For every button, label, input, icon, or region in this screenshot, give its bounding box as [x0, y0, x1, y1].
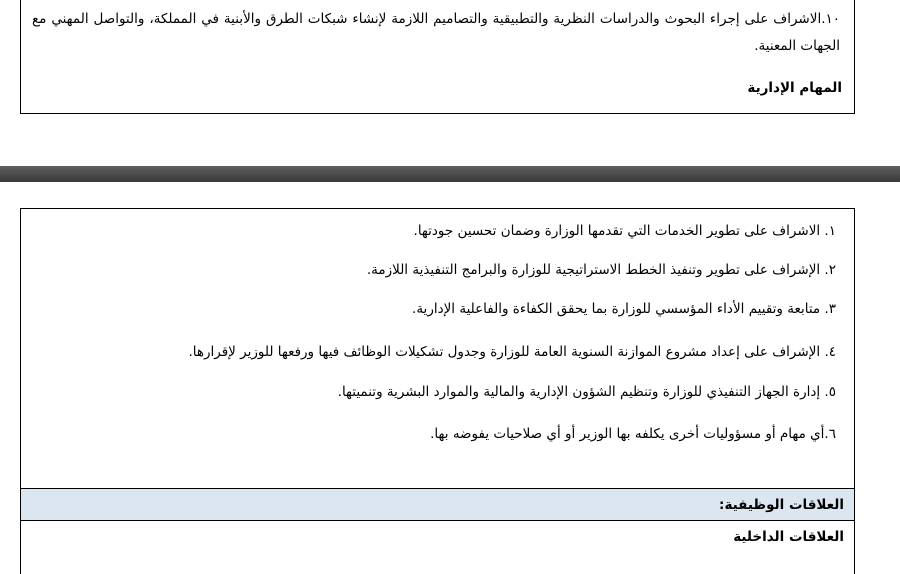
task-item-4: ٤. الإشراف على إعداد مشروع الموازنة السنوية العامة للوزارة وجدول تشكيلات الوظائف فيها ورفعها للوزير لإقرارها.	[188, 344, 836, 360]
task-item-5: ٥. إدارة الجهاز التنفيذي للوزارة وتنظيم الشؤون الإدارية والمالية والموارد البشرية وتنميتها.	[337, 384, 836, 400]
task-item-1: ١. الاشراف على تطوير الخدمات التي تقدمها الوزارة وضمان تحسين جودتها.	[413, 223, 836, 239]
document-page-bottom	[20, 208, 855, 488]
task-item-10: ١٠.الاشراف على إجراء البحوث والدراسات النظرية والتطبيقية والتصاميم اللازمة لإنشاء شبكات الطرق والأبنية في المملكة، والتواصل المهني مع الجهات المعنية.	[32, 11, 840, 54]
internal-relations-section	[20, 520, 855, 574]
page-break-divider	[0, 166, 900, 182]
internal-relations-label: العلاقات الداخلية	[733, 529, 844, 545]
document-page-top	[20, 0, 855, 114]
task-item-6: ٦.أي مهام أو مسؤوليات أخرى يكلفه بها الوزير أو أي صلاحيات يفوضه بها.	[430, 426, 836, 442]
task-item-2: ٢. الإشراف على تطوير وتنفيذ الخطط الاستراتيجية للوزارة والبرامج التنفيذية اللازمة.	[366, 262, 836, 278]
task-item-3: ٣. متابعة وتقييم الأداء المؤسسي للوزارة بما يحقق الكفاءة والفاعلية الإدارية.	[412, 301, 836, 317]
functional-relations-header	[20, 488, 855, 521]
administrative-tasks-heading: المهام الإدارية	[747, 80, 842, 96]
functional-relations-label: العلاقات الوظيفية:	[719, 497, 844, 513]
